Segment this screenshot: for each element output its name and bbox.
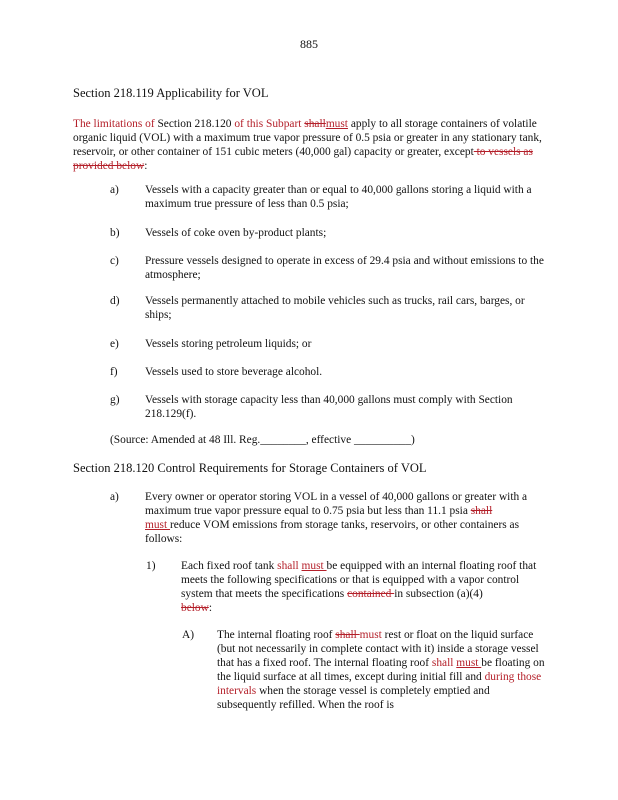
subsection-a1-inserted-must: must (301, 560, 327, 572)
list-item-text: Vessels with storage capacity less than 40,000 gallons must comply with Section 218.129(f). (145, 394, 513, 420)
subsection-a1A-text-4: when the storage vessel is completely emptied and subsequently refilled. When the roof is (217, 685, 490, 711)
subsection-a-text: Every owner or operator storing VOL in a vessel of 40,000 gallons or greater with a maximum true vapor pressure equal to 0.75 psia but less than 11.1 psia (145, 491, 528, 517)
subsection-text (145, 490, 545, 546)
list-item-text: Vessels with a capacity greater than or equal to 40,000 gallons storing a liquid with a maximum true pressure of less than 0.5 psia; (145, 184, 532, 210)
intro-subpart-text: of this Subpart (234, 118, 305, 130)
list-item-label: e) (110, 338, 119, 350)
subsection-a1A-intervals: during those intervals (217, 671, 542, 697)
subsection-a1-deleted-contained: contained (347, 588, 395, 600)
list-item-text: Vessels used to store beverage alcohol. (145, 366, 323, 378)
subsection-a1-colon: : (208, 602, 213, 614)
subsection-a1A-deleted-shall: shall (335, 629, 360, 641)
page-number: 885 (300, 37, 318, 51)
subsection-a1-deleted-below: below (181, 602, 209, 614)
list-item-text: Vessels permanently attached to mobile vehicles such as trucks, rail cars, barges, or ships; (145, 295, 525, 321)
list-item-text: Pressure vessels designed to operate in excess of 29.4 psia and without emissions to the atmosphere; (145, 255, 544, 281)
intro-limitations-text: The limitations of (73, 118, 155, 130)
intro-inserted-must: must (325, 118, 348, 130)
subsection-a1A-text-2: rest or float on the liquid surface (but not necessarily in complete contact with it) inside a storage vessel that has a fixed roof. The internal floating roof (217, 629, 539, 669)
intro-section-ref: Section 218.120 (154, 118, 235, 130)
subsection-a1-text-2: be equipped with an internal floating roof that meets the following specifications or that is equipped with a vapor control system that meets the specifications (181, 560, 537, 600)
list-item-label: a) (110, 184, 119, 196)
subsection-a1A-text: The internal floating roof (217, 629, 336, 641)
subsection-a1A-must: must (359, 629, 382, 641)
list-item-label: c) (110, 255, 119, 267)
list-item-text: Vessels of coke oven by-product plants; (145, 227, 327, 239)
intro-body-text: apply to all storage containers of volatile organic liquid (VOL) with a maximum true vapor pressure of 0.5 psia or greater in any stationary tank, reservoir, or other container of 151 cubic meters (40,000 gal) capacity or greater, except (73, 118, 542, 158)
list-item-label: d) (110, 295, 120, 307)
subsection-a1A-shall: shall (431, 657, 457, 669)
subsection-label: 1) (146, 560, 156, 572)
subsection-a1A-text-3: be floating on the liquid surface at all times, except during initial fill and (217, 657, 545, 683)
subsection-label: a) (110, 491, 119, 503)
intro-deleted-shall: shall (304, 118, 326, 130)
subsection-a-inserted-must: must (145, 519, 171, 531)
subsection-a1-shall: shall (277, 560, 302, 572)
source-note: (Source: Amended at 48 Ill. Reg.________, effective __________) (110, 434, 415, 446)
list-item-text: Vessels storing petroleum liquids; or (145, 338, 312, 350)
subsection-a1-text-3: in subsection (a)(4) (394, 588, 483, 600)
intro-colon: : (144, 160, 148, 172)
list-item-label: f) (110, 366, 118, 378)
subsection-a1-text: Each fixed roof tank (181, 560, 278, 572)
section-218-120-heading: Section 218.120 Control Requirements for Storage Containers of VOL (73, 461, 427, 475)
section-218-119-intro (73, 117, 553, 173)
list-item-label: g) (110, 394, 120, 406)
list-item-label: b) (110, 227, 120, 239)
subsection-a-deleted-shall: shall (470, 505, 493, 517)
subsection-label: A) (182, 629, 195, 641)
subsection-text (181, 559, 546, 615)
section-218-119-heading: Section 218.119 Applicability for VOL (73, 86, 269, 100)
subsection-a-text-2: reduce VOM emissions from storage tanks, reservoirs, or other containers as follows: (145, 519, 520, 545)
subsection-text (217, 628, 547, 712)
intro-deleted-clause: to vessels as provided below (73, 146, 533, 172)
subsection-a1A-inserted-must: must (456, 657, 482, 669)
